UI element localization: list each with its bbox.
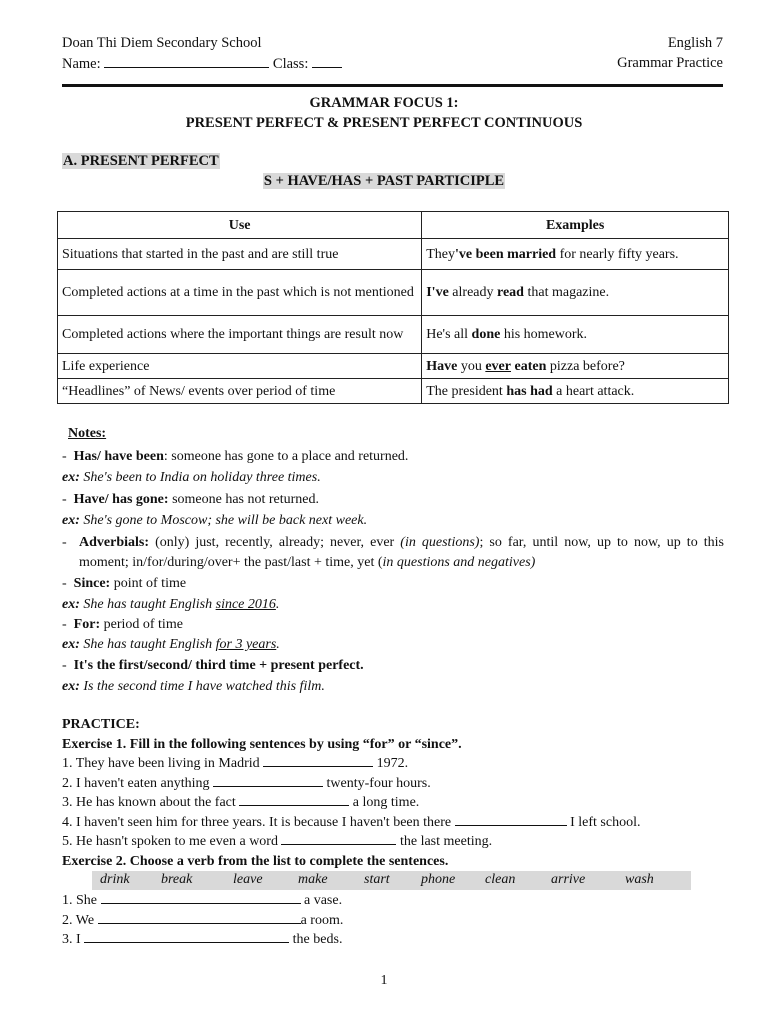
table-row [58,270,729,316]
use-cell: Completed actions where the important things are result now [58,316,422,354]
note-first-time: - It's the first/second/ third time + present perfect. [62,658,364,673]
word-bank-item: break [161,872,193,887]
answer-blank[interactable] [101,891,301,904]
class-label: Class: [272,56,309,72]
header-rule [62,84,723,87]
exercise-1-item: 5. He hasn't spoken to me even a word the last meeting. [62,834,493,849]
word-bank-item: clean [485,872,516,887]
page-number: 1 [380,973,388,988]
word-bank-item: phone [421,872,456,887]
exercise-2-title: Exercise 2. Choose a verb from the list to complete the sentences. [62,854,449,869]
note-for: - For: period of time [62,617,183,632]
answer-blank[interactable] [263,754,373,767]
table-header-row [58,212,729,239]
exercise-1-item: 4. I haven't seen him for three years. It is because I haven't been there I left school. [62,815,641,830]
answer-blank[interactable] [84,930,289,943]
exercise-2-item: 2. We a room. [62,913,344,928]
word-bank-item: start [364,872,390,887]
name-field[interactable] [104,55,269,68]
word-bank-item: wash [625,872,654,887]
note-has-been: - Has/ have been: someone has gone to a place and returned. [62,449,409,464]
table-header-examples: Examples [422,212,729,239]
exercise-2-item: 1. She a vase. [62,893,343,908]
name-class-line [62,55,342,73]
word-bank [92,871,691,890]
note-since: - Since: point of time [62,576,187,591]
use-cell: Situations that started in the past and are still true [58,239,422,270]
example-cell: He's all done his homework. [422,316,729,354]
practice-heading: PRACTICE: [62,717,140,732]
notes-title: Notes: [68,426,107,441]
word-bank-item: make [298,872,328,887]
example-cell: I've already read that magazine. [422,270,729,316]
note-first-time-example: ex: Is the second time I have watched this film. [62,679,325,694]
table-row [58,379,729,404]
table-header-use: Use [58,212,422,239]
name-label: Name: [62,56,101,72]
exercise-1-item: 2. I haven't eaten anything twenty-four hours. [62,776,431,791]
formula: S + HAVE/HAS + PAST PARTICIPLE [263,173,505,189]
section-a-heading: A. PRESENT PERFECT [63,153,219,169]
class-field[interactable] [312,55,342,68]
note-since-example: ex: She has taught English since 2016. [62,597,280,612]
note-for-example: ex: She has taught English for 3 years. [62,637,280,652]
word-bank-item: leave [233,872,263,887]
usage-table [57,211,729,404]
note-adverbials: Adverbials: (only) just, recently, already; never, ever (in questions); so far, until now, up to now, up to this moment; in/for/during/over+ the past/last + time, yet (in questions and negatives) [79,535,724,570]
exercise-1-item: 1. They have been living in Madrid 1972. [62,756,409,771]
example-cell: They've been married for nearly fifty years. [422,239,729,270]
answer-blank[interactable] [455,813,567,826]
answer-blank[interactable] [281,832,396,845]
page-title: GRAMMAR FOCUS 1: [309,95,459,111]
doc-type-label: Grammar Practice [617,55,723,71]
exercise-1-item: 3. He has known about the fact a long time. [62,795,420,810]
page-subtitle: PRESENT PERFECT & PRESENT PERFECT CONTINUOUS [185,115,583,131]
note-has-gone: - Have/ has gone: someone has not returned. [62,492,320,507]
note-has-been-example: ex: She's been to India on holiday three times. [62,470,321,485]
school-name: Doan Thi Diem Secondary School [62,35,262,51]
use-cell: “Headlines” of News/ events over period of time [58,379,422,404]
example-cell: Have you ever eaten pizza before? [422,354,729,379]
exercise-2-item: 3. I the beds. [62,932,343,947]
subject-label: English 7 [667,35,723,51]
answer-blank[interactable] [98,911,301,924]
table-row [58,316,729,354]
answer-blank[interactable] [239,793,349,806]
use-cell: Completed actions at a time in the past which is not mentioned [58,270,422,316]
example-cell: The president has had a heart attack. [422,379,729,404]
table-row [58,239,729,270]
answer-blank[interactable] [213,774,323,787]
exercise-1-title: Exercise 1. Fill in the following sentences by using “for” or “since”. [62,737,462,752]
word-bank-item: drink [100,872,130,887]
word-bank-item: arrive [551,872,586,887]
use-cell: Life experience [58,354,422,379]
note-has-gone-example: ex: She's gone to Moscow; she will be back next week. [62,513,368,528]
table-row [58,354,729,379]
